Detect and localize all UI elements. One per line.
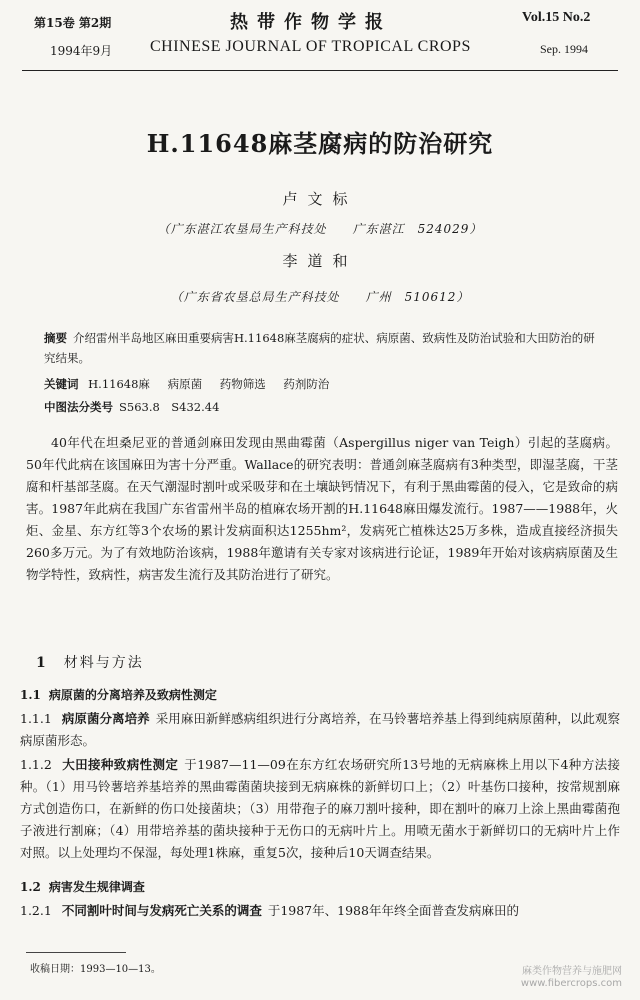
section-title: 材料与方法 — [63, 655, 144, 671]
subsection-title: 病原菌的分离培养及致病性测定 — [48, 688, 217, 702]
watermark-text: 麻类作物营养与施肥网 — [522, 966, 622, 977]
item-text: 于1987年、1988年年终全面普查发病麻田的 — [267, 903, 519, 918]
item-heading: 病原菌分离培养 — [61, 711, 150, 726]
journal-header — [0, 0, 640, 70]
method-item — [20, 900, 620, 922]
section-heading — [36, 652, 144, 672]
journal-name-cn: 热带作物学报 — [230, 12, 392, 33]
section-number: 1 — [36, 655, 48, 671]
keyword: 药物筛选 — [219, 377, 266, 391]
subsection-title: 病害发生规律调查 — [48, 880, 145, 894]
item-heading: 大田接种致病性测定 — [61, 757, 179, 772]
method-item — [20, 708, 620, 752]
paper-title: H.11648麻茎腐病的防治研究 — [146, 129, 494, 158]
author-affiliation: （广东湛江农垦局生产科技处 广东湛江 524029） — [157, 222, 483, 236]
author-name: 卢文标 — [282, 190, 358, 208]
item-number: 1.2.1 — [20, 903, 52, 918]
keywords-label: 关键词 — [44, 377, 79, 391]
subsection-number: 1.1 — [20, 688, 41, 702]
journal-name-en: CHINESE JOURNAL OF TROPICAL CROPS — [150, 38, 471, 55]
volume-issue-cn: 第15卷 第2期 — [34, 16, 112, 30]
item-number: 1.1.1 — [20, 711, 52, 726]
subsection-number: 1.2 — [20, 880, 41, 894]
classification — [44, 397, 604, 417]
keyword: 药剂防治 — [283, 377, 330, 391]
issue-date-en: Sep. 1994 — [540, 42, 588, 56]
keywords — [44, 374, 604, 394]
volume-issue-en: Vol.15 No.2 — [522, 10, 591, 25]
classification-codes: S563.8 S432.44 — [119, 400, 220, 414]
abstract-text: 介绍雷州半岛地区麻田重要病害H.11648麻茎腐病的症状、病原菌、致病性及防治试验和大田防治的研究结果。 — [44, 331, 595, 365]
item-text: 采用麻田新鲜感病组织进行分离培养，在马铃薯培养基上得到纯病原菌种，以此观察病原菌形态。 — [20, 711, 620, 748]
footnote-divider — [26, 952, 126, 953]
author-affiliation: （广东省农垦总局生产科技处 广州 510612） — [170, 290, 470, 304]
keyword: H.11648麻 — [88, 377, 150, 391]
header-divider — [22, 70, 618, 71]
classification-label: 中图法分类号 — [44, 400, 113, 414]
abstract — [44, 328, 604, 368]
issue-date-cn: 1994年9月 — [50, 44, 113, 58]
abstract-label: 摘要 — [44, 331, 67, 345]
footnote: 收稿日期：1993—10—13。 — [30, 964, 161, 975]
item-text: 于1987—11—09在东方红农场研究所13号地的无病麻株上用以下4种方法接种。（1）用马铃薯培养基培养的黑曲霉菌菌块接到无病麻株的新鲜切口上；（2）叶基伤口接种，按常规割麻方式创造伤口，在新鲜的伤口处接菌块；（3）用带孢子的麻刀割叶接种，即在割叶的麻刀上涂上黑曲霉菌孢子液进行割麻；（4）用带培养基的菌块接种于无伤口的无病叶片上。用喷无菌水于新鲜切口的无病叶片上作对照。以上处理均不保湿，每处理1株麻，重复5次，接种后10天调查结果。 — [20, 757, 620, 860]
keyword: 病原菌 — [167, 377, 203, 391]
subsection-heading — [20, 878, 145, 895]
subsection-heading — [20, 686, 217, 703]
intro-paragraph: 40年代在坦桑尼亚的普通剑麻田发现由黑曲霉菌（Aspergillus niger van Teigh）引起的茎腐病。50年代此病在该国麻田为害十分严重。Wallace的研究表明：普通剑麻茎腐病有3种类型，即湿茎腐，干茎腐和杆基部茎腐。在天气潮湿时割叶或采吸芽和在土壤缺钙情况下，有利于黑曲霉菌的侵入，它是致命的病害。1987年此病在我国广东省雷州半岛的植麻农场开割的H.11648麻田爆发流行。1987——1988年，火炬、金星、东方红等3个农场的累计发病面积达1255hm²，发病死亡植株达25万多株，造成直接经济损失260多万元。为了有效地防治该病，1988年邀请有关专家对该病进行论证，1989年开始对该病病原菌及生物学特性，致病性，病害发生流行及其防治进行了研究。 — [26, 435, 618, 582]
watermark-url: www.fibercrops.com — [520, 978, 622, 989]
item-number: 1.1.2 — [20, 757, 52, 772]
method-item — [20, 754, 620, 864]
author-name: 李道和 — [282, 252, 358, 270]
item-heading: 不同割叶时间与发病死亡关系的调查 — [61, 903, 262, 918]
